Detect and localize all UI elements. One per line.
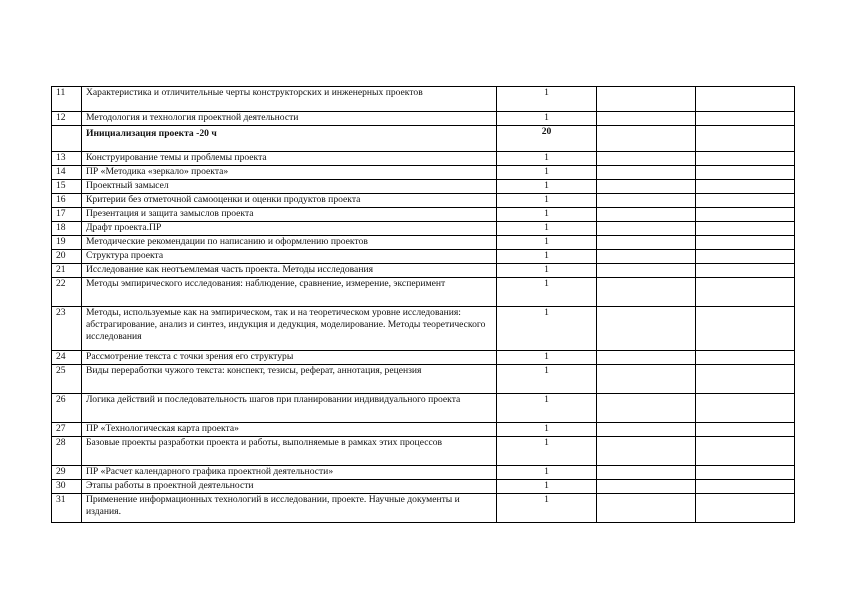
row-number	[52, 126, 82, 152]
row-date-actual	[696, 394, 795, 423]
row-topic: Рассмотрение текста с точки зрения его структуры	[82, 351, 497, 365]
row-date-actual	[696, 480, 795, 494]
row-hours: 1	[497, 112, 597, 126]
row-date-actual	[696, 166, 795, 180]
row-number: 18	[52, 222, 82, 236]
row-hours: 1	[497, 480, 597, 494]
row-date-planned	[597, 222, 696, 236]
row-number: 21	[52, 264, 82, 278]
row-date-actual	[696, 236, 795, 250]
row-number: 14	[52, 166, 82, 180]
row-date-actual	[696, 365, 795, 394]
row-number: 26	[52, 394, 82, 423]
row-date-actual	[696, 351, 795, 365]
row-date-planned	[597, 423, 696, 437]
row-hours: 1	[497, 278, 597, 307]
row-topic: Критерии без отметочной самооценки и оценки продуктов проекта	[82, 194, 497, 208]
row-date-planned	[597, 351, 696, 365]
row-topic: Методические рекомендации по написанию и оформлению проектов	[82, 236, 497, 250]
table-row	[52, 365, 795, 394]
row-date-planned	[597, 278, 696, 307]
row-date-actual	[696, 194, 795, 208]
row-topic: Конструирование темы и проблемы проекта	[82, 152, 497, 166]
row-number: 28	[52, 437, 82, 466]
row-topic: Применение информационных технологий в исследовании, проекте. Научные документы и издания.	[82, 494, 497, 523]
table-row	[52, 307, 795, 351]
table-row	[52, 494, 795, 523]
row-date-planned	[597, 466, 696, 480]
row-topic: Методы эмпирического исследования: наблюдение, сравнение, измерение, эксперимент	[82, 278, 497, 307]
row-hours: 1	[497, 180, 597, 194]
row-hours: 1	[497, 394, 597, 423]
row-hours: 1	[497, 166, 597, 180]
row-topic: Структура проекта	[82, 250, 497, 264]
row-hours: 1	[497, 494, 597, 523]
row-topic: Исследование как неотъемлемая часть проекта. Методы исследования	[82, 264, 497, 278]
row-date-planned	[597, 166, 696, 180]
table-row	[52, 236, 795, 250]
row-hours: 1	[497, 194, 597, 208]
table-row	[52, 480, 795, 494]
row-date-planned	[597, 264, 696, 278]
row-topic: Виды переработки чужого текста: конспект, тезисы, реферат, аннотация, рецензия	[82, 365, 497, 394]
row-hours: 1	[497, 152, 597, 166]
lesson-plan-body	[52, 87, 795, 523]
row-date-actual	[696, 466, 795, 480]
row-topic: ПР «Технологическая карта проекта»	[82, 423, 497, 437]
row-topic: Логика действий и последовательность шагов при планировании индивидуального проекта	[82, 394, 497, 423]
table-row	[52, 264, 795, 278]
row-topic: Этапы работы в проектной деятельности	[82, 480, 497, 494]
row-number: 22	[52, 278, 82, 307]
row-number: 23	[52, 307, 82, 351]
row-number: 16	[52, 194, 82, 208]
row-topic: ПР «Расчет календарного графика проектной деятельности»	[82, 466, 497, 480]
section-row	[52, 126, 795, 152]
row-date-planned	[597, 87, 696, 112]
row-number: 15	[52, 180, 82, 194]
table-row	[52, 180, 795, 194]
table-row	[52, 112, 795, 126]
row-date-actual	[696, 278, 795, 307]
row-date-planned	[597, 307, 696, 351]
row-date-actual	[696, 208, 795, 222]
table-row	[52, 87, 795, 112]
table-row	[52, 278, 795, 307]
row-number: 25	[52, 365, 82, 394]
row-date-planned	[597, 250, 696, 264]
row-topic: Презентация и защита замыслов проекта	[82, 208, 497, 222]
row-number: 27	[52, 423, 82, 437]
row-hours: 1	[497, 87, 597, 112]
row-date-actual	[696, 307, 795, 351]
row-date-actual	[696, 250, 795, 264]
row-date-planned	[597, 180, 696, 194]
row-hours: 1	[497, 222, 597, 236]
row-date-actual	[696, 494, 795, 523]
row-date-actual	[696, 264, 795, 278]
row-number: 13	[52, 152, 82, 166]
row-number: 17	[52, 208, 82, 222]
table-row	[52, 437, 795, 466]
row-hours: 1	[497, 351, 597, 365]
row-hours: 1	[497, 236, 597, 250]
table-row	[52, 194, 795, 208]
table-row	[52, 423, 795, 437]
table-row	[52, 466, 795, 480]
row-topic: Базовые проекты разработки проекта и работы, выполняемые в рамках этих процессов	[82, 437, 497, 466]
row-number: 11	[52, 87, 82, 112]
row-date-planned	[597, 112, 696, 126]
row-date-actual	[696, 152, 795, 166]
row-topic: Драфт проекта.ПР	[82, 222, 497, 236]
row-number: 29	[52, 466, 82, 480]
row-number: 31	[52, 494, 82, 523]
row-hours: 1	[497, 250, 597, 264]
row-date-planned	[597, 208, 696, 222]
row-date-actual	[696, 437, 795, 466]
row-date-planned	[597, 437, 696, 466]
row-date-actual	[696, 112, 795, 126]
row-date-actual	[696, 180, 795, 194]
row-date-planned	[597, 194, 696, 208]
row-date-planned	[597, 394, 696, 423]
row-date-actual	[696, 222, 795, 236]
table-row	[52, 166, 795, 180]
row-topic: Инициализация проекта -20 ч	[82, 126, 497, 152]
row-topic: Методология и технология проектной деятельности	[82, 112, 497, 126]
row-hours: 1	[497, 264, 597, 278]
table-row	[52, 208, 795, 222]
row-number: 12	[52, 112, 82, 126]
row-topic: Методы, используемые как на эмпирическом, так и на теоретическом уровне исследования: абстрагирование, анализ и синтез, индукция и дедукция, моделирование. Методы теоретического исследования	[82, 307, 497, 351]
row-date-planned	[597, 236, 696, 250]
row-hours: 1	[497, 208, 597, 222]
row-date-actual	[696, 423, 795, 437]
row-topic: Проектный замысел	[82, 180, 497, 194]
row-hours: 1	[497, 466, 597, 480]
row-date-planned	[597, 152, 696, 166]
row-hours: 1	[497, 423, 597, 437]
table-row	[52, 152, 795, 166]
row-hours: 20	[497, 126, 597, 152]
table-row	[52, 250, 795, 264]
row-hours: 1	[497, 365, 597, 394]
row-topic: ПР «Методика «зеркало» проекта»	[82, 166, 497, 180]
table-row	[52, 222, 795, 236]
lesson-plan-table	[51, 86, 795, 523]
table-row	[52, 394, 795, 423]
row-number: 19	[52, 236, 82, 250]
row-hours: 1	[497, 307, 597, 351]
row-date-planned	[597, 494, 696, 523]
row-date-planned	[597, 480, 696, 494]
row-hours: 1	[497, 437, 597, 466]
row-date-actual	[696, 126, 795, 152]
row-number: 20	[52, 250, 82, 264]
row-date-actual	[696, 87, 795, 112]
row-number: 24	[52, 351, 82, 365]
row-date-planned	[597, 126, 696, 152]
row-topic: Характеристика и отличительные черты конструкторских и инженерных проектов	[82, 87, 497, 112]
row-number: 30	[52, 480, 82, 494]
row-date-planned	[597, 365, 696, 394]
table-row	[52, 351, 795, 365]
